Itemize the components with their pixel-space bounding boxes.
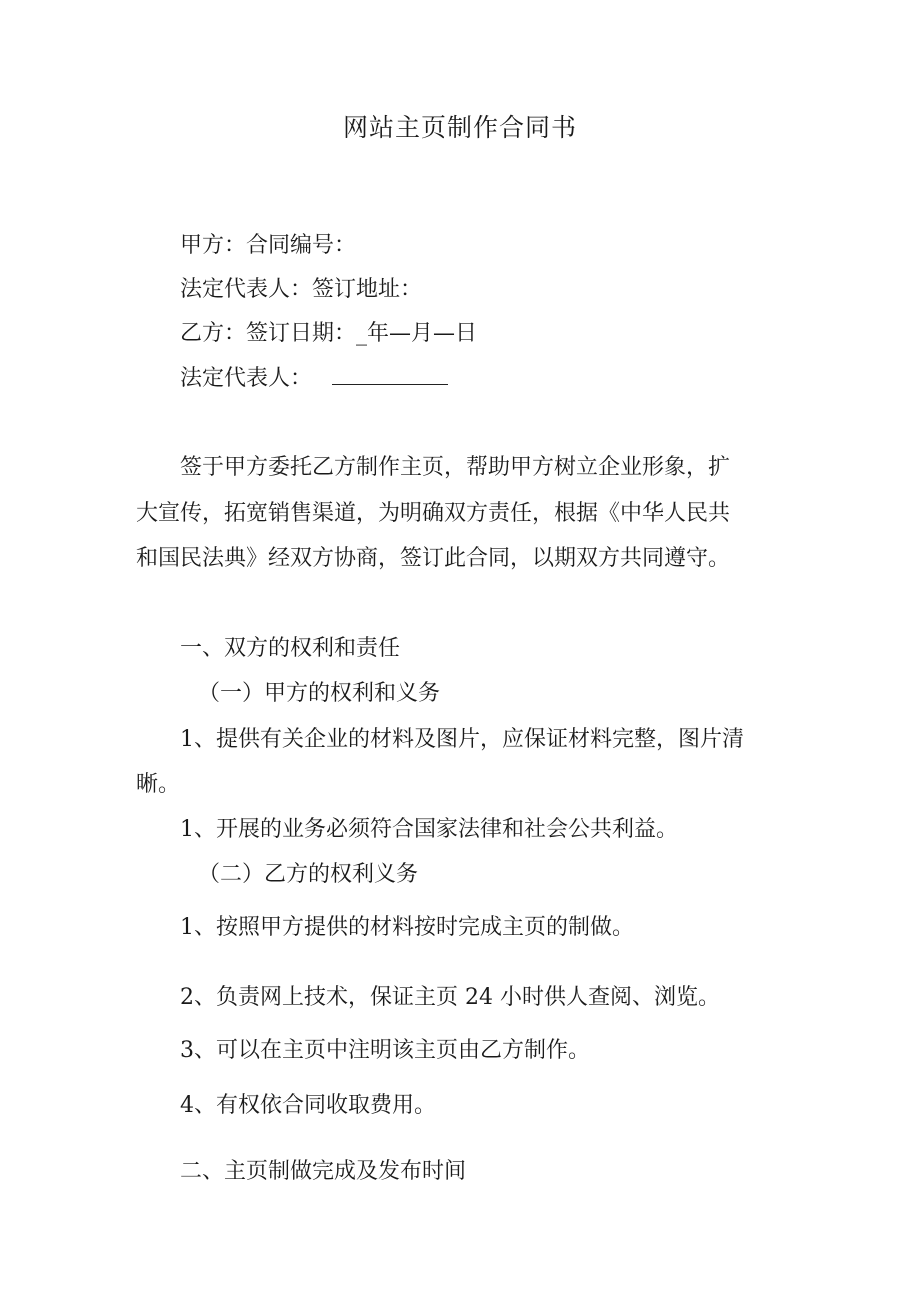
- rep-a-line: 法定代表人：签订地址：: [180, 277, 423, 302]
- preamble-line-2: 大宣传，拓宽销售渠道，为明确双方责任，根据《中华人民共: [136, 501, 731, 526]
- section-1b-item-2: 2、负责网上技术，保证主页 24 小时供人查阅、浏览。: [180, 985, 720, 1010]
- section-1a-item-2: 1、开展的业务必须符合国家法律和社会公共利益。: [180, 817, 678, 842]
- section-1a-item-1-line-1: 1、提供有关企业的材料及图片，应保证材料完整，图片清: [180, 727, 744, 752]
- preamble-line-3: 和国民法典》经双方协商，签订此合同，以期双方共同遵守。: [136, 546, 731, 571]
- section-1b-item-4: 4、有权依合同收取费用。: [180, 1093, 436, 1118]
- rep-b-label: 法定代表人：: [180, 366, 313, 391]
- section-1a-item-1-line-2: 晰。: [136, 772, 181, 797]
- rep-b-line: [180, 364, 448, 394]
- section-2-heading: 二、主页制做完成及发布时间: [180, 1159, 467, 1184]
- party-a-line: 甲方：合同编号：: [180, 233, 357, 258]
- section-1-heading: 一、双方的权利和责任: [180, 636, 401, 661]
- section-1b-item-1: 1、按照甲方提供的材料按时完成主页的制做。: [180, 915, 634, 940]
- section-1b-item-3: 3、可以在主页中注明该主页由乙方制作。: [180, 1038, 590, 1063]
- section-1a-heading: （一）甲方的权利和义务: [198, 681, 441, 706]
- section-1b-heading: （二）乙方的权利义务: [198, 862, 419, 887]
- preamble-line-1: 签于甲方委托乙方制作主页，帮助甲方树立企业形象，扩: [180, 455, 731, 480]
- signature-blank: [332, 364, 448, 385]
- document-title: 网站主页制作合同书: [342, 113, 577, 142]
- party-b-line: 乙方：签订日期：_年—月—日: [180, 321, 478, 346]
